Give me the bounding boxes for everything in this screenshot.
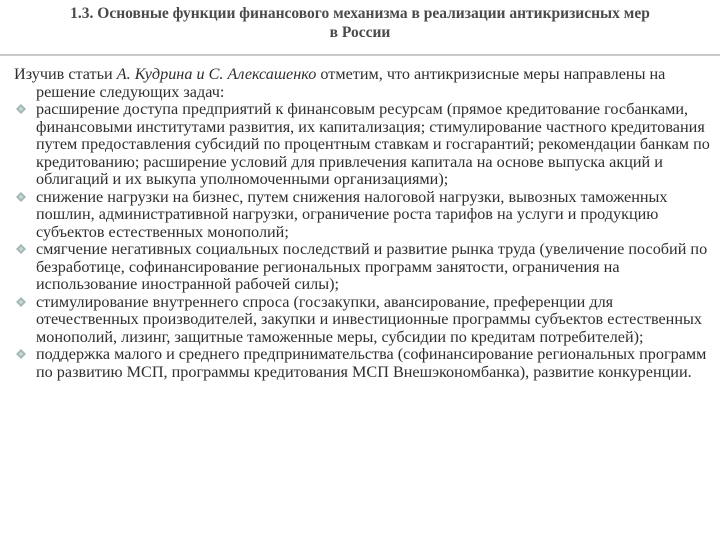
list-item — [14, 346, 714, 381]
diamond-bullet-icon — [16, 192, 26, 202]
slide-title — [0, 4, 720, 42]
diamond-bullet-icon — [16, 297, 26, 307]
list-item — [14, 294, 714, 347]
list-item-text: расширение доступа предприятий к финансовым ресурсам (прямое кредитование госбанками, финансовыми институтами развития, их капитализация; стимулирование частного кредитования путем предоставления субсидий по процентным ставкам и госгарантий; рекомендации банкам по кредитованию; расширение условий для привлечения капитала на основе выпуска акций и облигаций и их выкупа уполномоченными организациями); — [36, 100, 710, 188]
diamond-bullet-icon — [16, 244, 26, 254]
intro-authors: А. Кудрина и С. Алексашенко — [116, 65, 317, 83]
diamond-bullet-icon — [16, 104, 26, 114]
intro-suffix: отметим, что антикризисные меры направлены на решение следующих задач: — [36, 65, 666, 101]
list-item-text: стимулирование внутреннего спроса (госзакупки, авансирование, преференции для отечественных производителей, закупки и инвестиционные программы субъектов естественных монополий, лизинг, защитные таможенные меры, субсидии по кредитам потребителей); — [36, 292, 702, 346]
list-item-text: снижение нагрузки на бизнес, путем снижения налоговой нагрузки, вывозных таможенных пошлин, административной нагрузки, ограничение роста тарифов на услуги и продукцию субъектов естественных монополий; — [36, 187, 668, 241]
list-item-text: поддержка малого и среднего предпринимательства (софинансирование региональных программ по развитию МСП, программы кредитования МСП Внешэкономбанка), развитие конкуренции. — [36, 345, 707, 381]
list-item — [14, 189, 714, 242]
list-item — [14, 241, 714, 294]
diamond-bullet-icon — [16, 349, 26, 359]
task-list — [14, 101, 714, 381]
list-item — [14, 101, 714, 189]
intro-prefix: Изучив статьи — [14, 65, 117, 83]
title-divider — [0, 54, 720, 56]
list-item-text: смягчение негативных социальных последствий и развитие рынка труда (увеличение пособий по безработице, софинансирование региональных программ занятости, ограничения на использование иностранной рабочей силы); — [36, 240, 708, 293]
slide-title-line-1: 1.3. Основные функции финансового механизма в реализации антикризисных мер — [70, 5, 650, 22]
slide-title-line-2: в России — [329, 24, 391, 41]
slide-body — [14, 66, 714, 381]
intro-paragraph — [14, 66, 714, 101]
